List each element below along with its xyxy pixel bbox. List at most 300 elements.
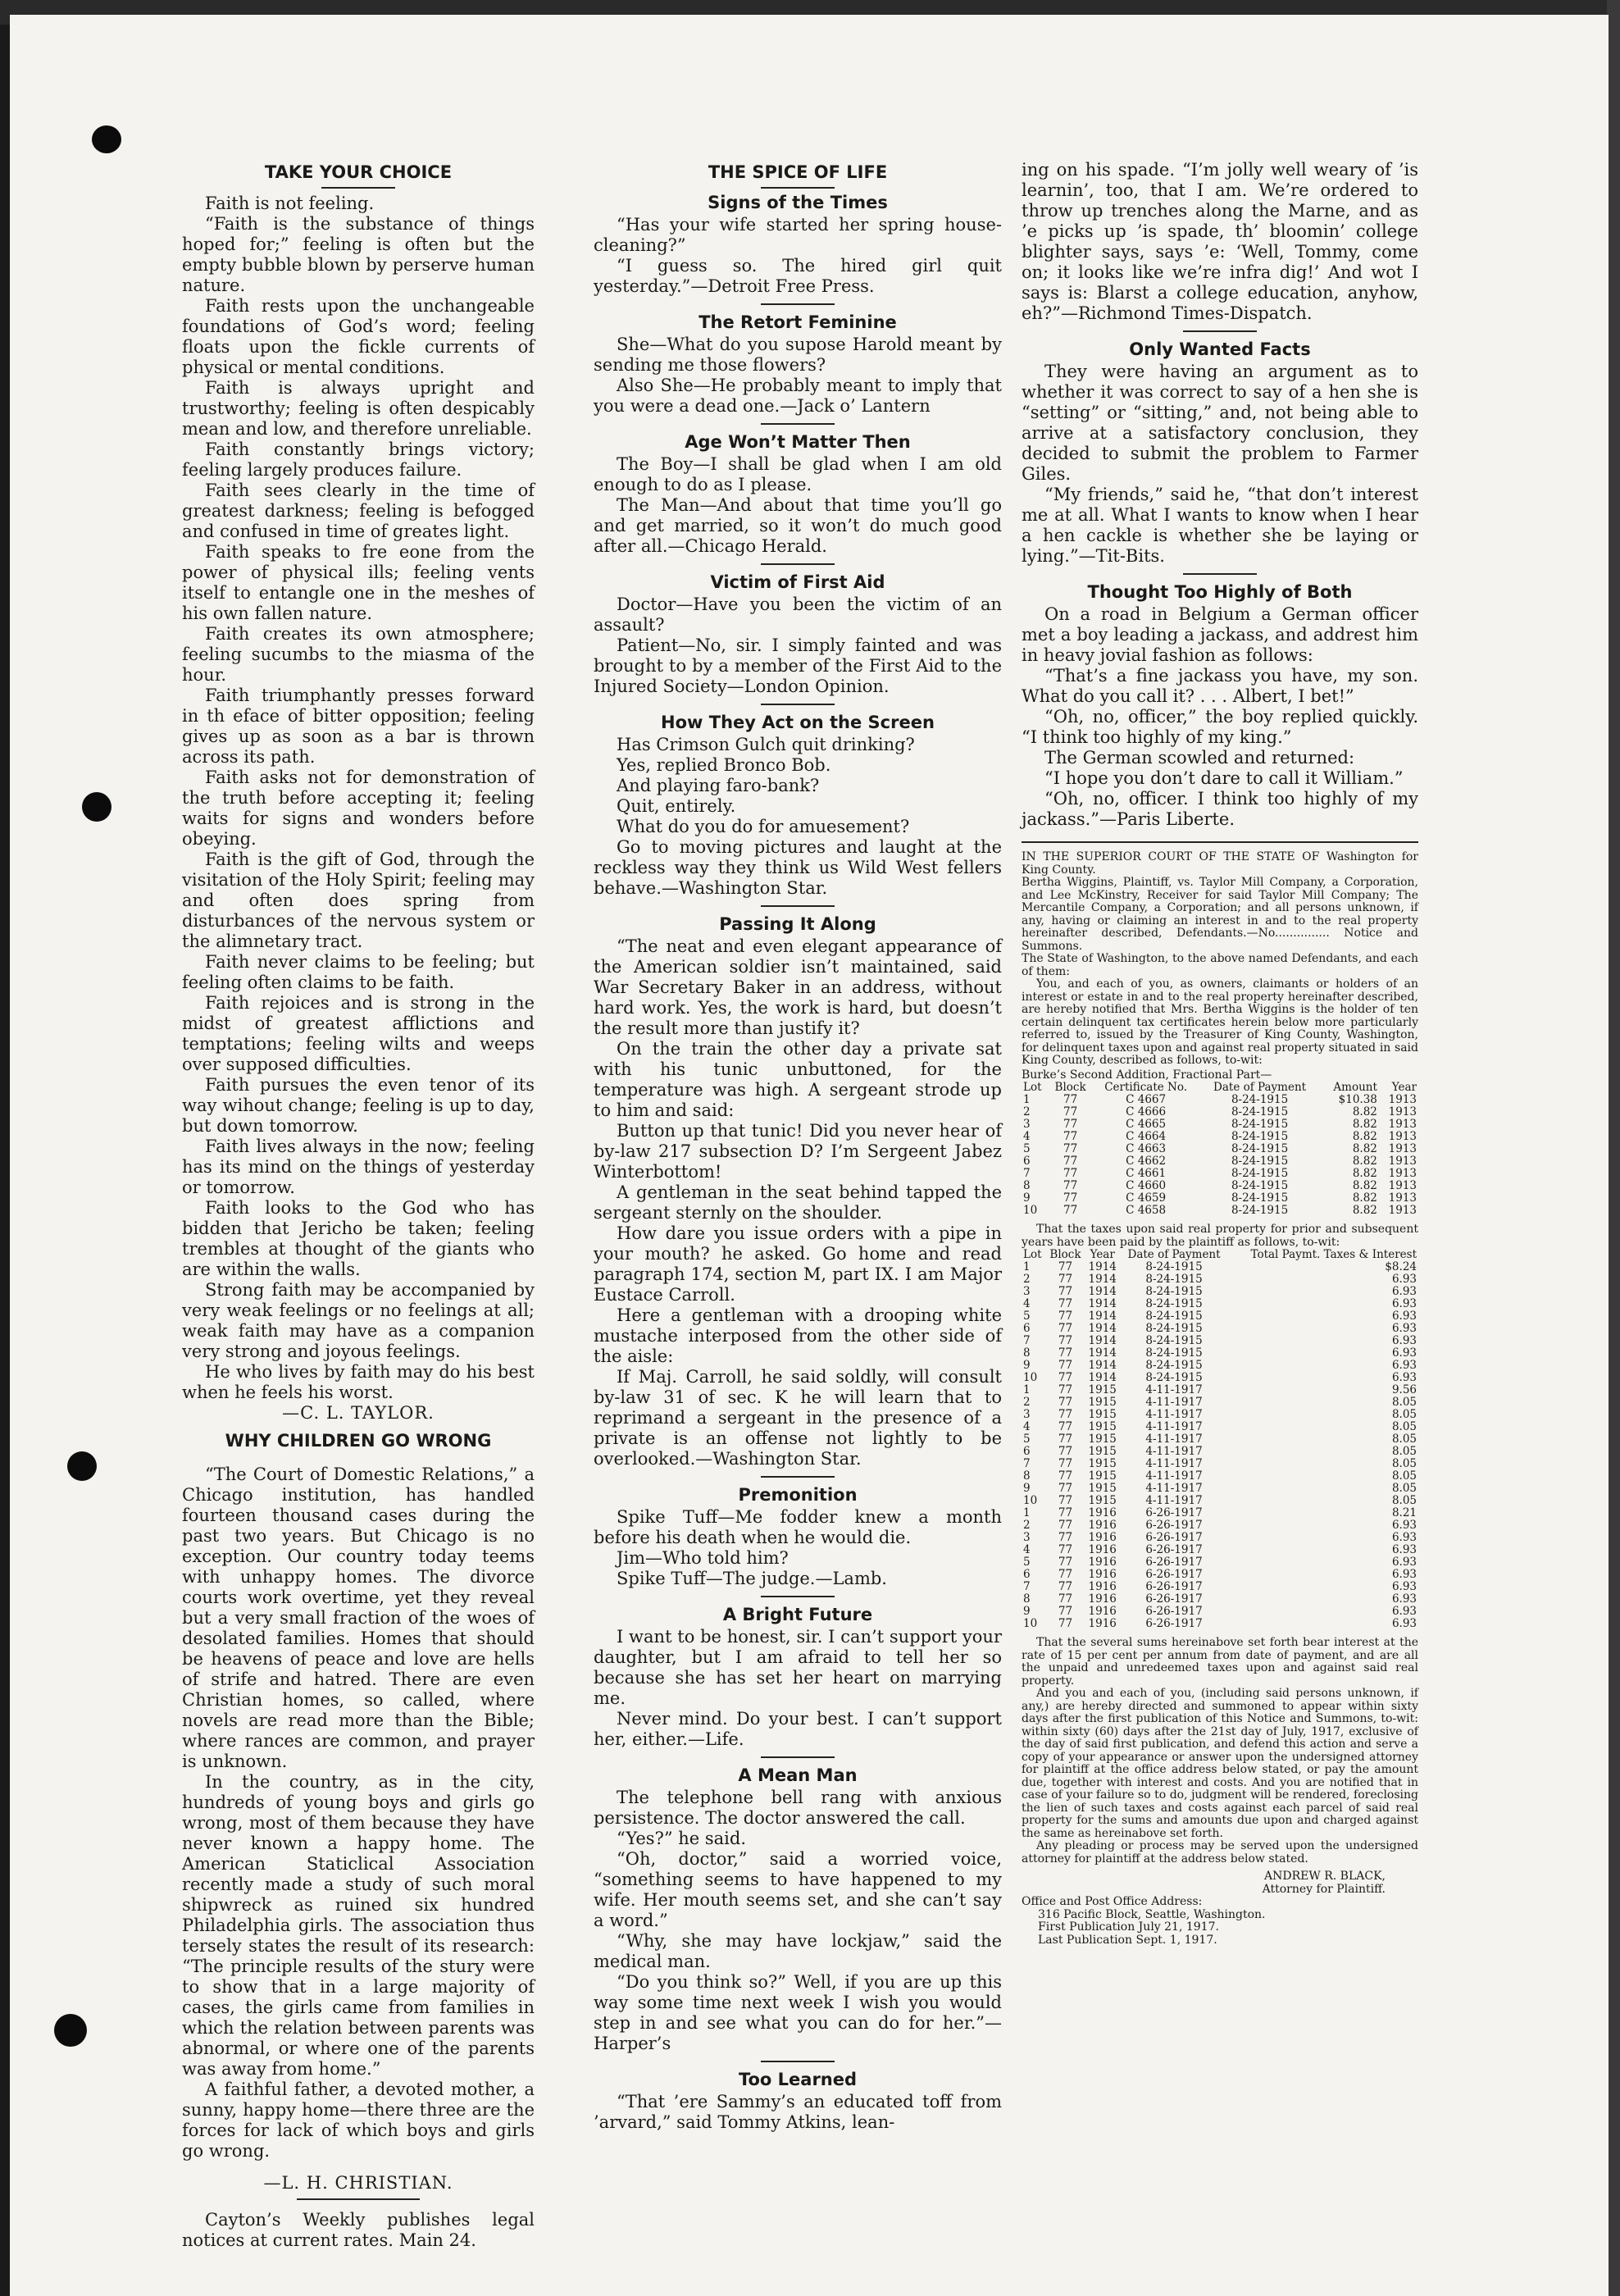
- table-cell: 77: [1063, 1179, 1078, 1192]
- joke-item: [594, 905, 1002, 1469]
- punch-hole: [67, 1451, 97, 1481]
- table-cell: 1916: [1088, 1580, 1117, 1593]
- separator-rule: [761, 1596, 835, 1597]
- table-cell: $8.24: [1385, 1260, 1417, 1273]
- table-row: [1022, 1118, 1418, 1131]
- table-cell: 8.05: [1391, 1420, 1417, 1433]
- table-row: [1022, 1396, 1418, 1409]
- table-cell: 8: [1023, 1592, 1031, 1606]
- column-header: Year: [1391, 1081, 1417, 1094]
- separator-rule: [761, 423, 835, 425]
- table-cell: 2: [1023, 1105, 1031, 1118]
- table-cell: 8-24-1915: [1231, 1191, 1289, 1205]
- table-cell: C 4666: [1126, 1105, 1167, 1118]
- paragraph: Go to moving pictures and laught at the reckless way they think us Wild West fellers behave.—Washington Star.: [594, 837, 1002, 898]
- table-cell: 9.56: [1391, 1383, 1417, 1396]
- table-cell: 77: [1058, 1334, 1073, 1347]
- paragraph: If Maj. Carroll, he said soldly, will consult by-law 31 of sec. K he will learn that to reprimand a sergeant in the presence of a private is an offense not lightly to be overlooked.—Washington Star.: [594, 1367, 1002, 1469]
- paragraph: Faith is not feeling.: [205, 194, 375, 213]
- section-rule: [297, 2198, 420, 2200]
- joke-item: [594, 190, 1002, 297]
- paragraph: On the train the other day a private sat with his tunic unbuttoned, for the temperature was high. A sergeant strode up to him and said:: [594, 1039, 1002, 1120]
- table-cell: 8-24-1915: [1145, 1273, 1203, 1286]
- paragraph: How dare you issue orders with a pipe in your mouth? he asked. Go home and read paragraph 174, section M, part IX. I am Major Eustace Carroll.: [594, 1223, 1002, 1305]
- table-cell: C 4667: [1126, 1093, 1167, 1106]
- joke-item: [594, 1476, 1002, 1589]
- table-cell: 1915: [1088, 1383, 1117, 1396]
- joke-heading: Only Wanted Facts: [1129, 339, 1311, 359]
- article-title: TAKE YOUR CHOICE: [264, 162, 453, 182]
- taxes-paid-text: That the taxes upon said real property for prior and subsequent years have been paid by the plaintiff as follows, to-wit:: [1022, 1223, 1418, 1249]
- table-row: [1022, 1532, 1418, 1544]
- table-cell: 77: [1058, 1346, 1073, 1360]
- joke-item: [594, 423, 1002, 557]
- table-row: [1022, 1569, 1418, 1581]
- column-take-your-choice: [182, 160, 535, 2251]
- table-cell: 77: [1063, 1191, 1078, 1205]
- table-cell: 6: [1023, 1568, 1031, 1581]
- table-cell: 1914: [1088, 1297, 1117, 1310]
- paragraph: That the several sums hereinabove set forth bear interest at the rate of 15 per cent per annum from date of payment, and are all the unpaid and unredeemed taxes upon and against said real property.: [1022, 1636, 1418, 1688]
- paragraph: Never mind. Do your best. I can’t support her, either.—Life.: [594, 1709, 1002, 1749]
- table-cell: 8-24-1915: [1145, 1285, 1203, 1298]
- table-cell: 1916: [1088, 1617, 1117, 1630]
- table-cell: 6.93: [1391, 1285, 1417, 1298]
- table-cell: 77: [1063, 1167, 1078, 1180]
- table-cell: 1: [1023, 1383, 1031, 1396]
- continued-text: ing on his spade. “I’m jolly well weary of ’is learnin’, too, that I am. We’re ordered to throw up trenches along the Marne, and as ’e picks up ’is spade, th’ bloomin’ college blighter says, says ’e: ‘Well, Tommy, come on; it looks like we’re infra dig!’ And wot I says is: Blarst a college education, anyhow, eh?”—Richmond Times-Dispatch.: [1022, 160, 1418, 323]
- table-cell: 1913: [1388, 1191, 1417, 1205]
- addition-name: Burke’s Second Addition, Fractional Part—: [1022, 1068, 1272, 1082]
- table-cell: 77: [1058, 1445, 1073, 1458]
- joke-item: [594, 303, 1002, 417]
- table-cell: 8.82: [1352, 1179, 1377, 1192]
- table-cell: 4-11-1917: [1145, 1396, 1203, 1409]
- paragraph: Faith looks to the God who has bidden that Jericho be taken; feeling trembles at thought of the giants who are within the walls.: [182, 1198, 535, 1279]
- table-cell: 6-26-1917: [1145, 1506, 1203, 1519]
- table-cell: 77: [1058, 1482, 1073, 1495]
- table-row: [1022, 1143, 1418, 1155]
- table-cell: 77: [1058, 1519, 1073, 1532]
- table-cell: 8.05: [1391, 1457, 1417, 1470]
- separator-rule: [761, 303, 835, 305]
- table-row: [1022, 1347, 1418, 1360]
- table-cell: 6: [1023, 1445, 1031, 1458]
- author-signature: —C. L. TAYLOR.: [282, 1403, 435, 1423]
- table-cell: 77: [1063, 1093, 1078, 1106]
- table-row: [1022, 1507, 1418, 1519]
- office-label: Office and Post Office Address:: [1022, 1895, 1203, 1908]
- paragraph: Faith triumphantly presses forward in th eface of bitter opposition; feeling gives up as soon as a bar is thrown across its path.: [182, 686, 535, 767]
- paragraph: Any pleading or process may be served upon the undersigned attorney for plaintiff at the address below stated.: [1022, 1839, 1418, 1866]
- table-row: [1022, 1310, 1418, 1323]
- table-cell: 8-24-1915: [1145, 1310, 1203, 1323]
- table-row: [1022, 1168, 1418, 1180]
- table-cell: 1916: [1088, 1519, 1117, 1532]
- joke-heading: The Retort Feminine: [699, 312, 897, 332]
- table-cell: 1913: [1388, 1130, 1417, 1143]
- table-cell: 9: [1023, 1359, 1031, 1372]
- separator-rule: [761, 563, 835, 565]
- joke-item: [1022, 573, 1418, 830]
- table-cell: 8-24-1915: [1145, 1346, 1203, 1360]
- table-cell: 6.93: [1391, 1531, 1417, 1544]
- table-cell: 4-11-1917: [1145, 1383, 1203, 1396]
- table-cell: 6.93: [1391, 1605, 1417, 1618]
- paragraph: What do you do for amuesement?: [617, 817, 910, 836]
- table-row: [1022, 1433, 1418, 1446]
- table-cell: 8.05: [1391, 1433, 1417, 1446]
- table-row: [1022, 1593, 1418, 1606]
- joke-item: [594, 1756, 1002, 2054]
- punch-hole: [54, 2014, 87, 2047]
- legal-rule: [1022, 841, 1418, 843]
- paragraph: “The neat and even elegant appearance of the American soldier isn’t maintained, said War Secretary Baker in an address, without hard work. Yes, the work is hard, but doesn’t the result more than justify it?: [594, 936, 1002, 1038]
- paragraph: Faith pursues the even tenor of its way wihout change; feeling is up to day, but down tomorrow.: [182, 1075, 535, 1136]
- table-cell: 1916: [1088, 1531, 1117, 1544]
- paragraph: “Oh, doctor,” said a worried voice, “something seems to have happened to my wife. Her mouth seems set, and she can’t say a word.”: [594, 1849, 1002, 1930]
- table-cell: 4-11-1917: [1145, 1445, 1203, 1458]
- table-cell: 8: [1023, 1179, 1031, 1192]
- table-cell: 7: [1023, 1580, 1031, 1593]
- table-cell: 6: [1023, 1155, 1031, 1168]
- table-row: [1022, 1323, 1418, 1335]
- table-cell: 77: [1063, 1142, 1078, 1155]
- column-header: Lot: [1023, 1081, 1042, 1094]
- table-cell: 5: [1023, 1142, 1031, 1155]
- table-cell: 1914: [1088, 1371, 1117, 1384]
- separator-rule: [761, 2061, 835, 2062]
- column-header: Total Paymt. Taxes & Interest: [1250, 1248, 1417, 1261]
- table-cell: 77: [1058, 1273, 1073, 1286]
- table-cell: 1914: [1088, 1359, 1117, 1372]
- table-cell: 7: [1023, 1167, 1031, 1180]
- table-cell: 1916: [1088, 1592, 1117, 1606]
- paragraph: “My friends,” said he, “that don’t interest me at all. What I wants to know when I hear a hen cackle is whether she be laying or lying.”—Tit-Bits.: [1022, 485, 1418, 566]
- table-cell: 1914: [1088, 1322, 1117, 1335]
- table-cell: 77: [1058, 1383, 1073, 1396]
- table-cell: 9: [1023, 1482, 1031, 1495]
- joke-heading: A Mean Man: [738, 1765, 858, 1785]
- table-cell: 1: [1023, 1093, 1031, 1106]
- table-cell: 8-24-1915: [1231, 1142, 1289, 1155]
- table-cell: 8.05: [1391, 1408, 1417, 1421]
- table-cell: 6.93: [1391, 1568, 1417, 1581]
- table-row: [1022, 1544, 1418, 1556]
- paragraph: Strong faith may be accompanied by very weak feelings or no feelings at all; weak faith may have as a companion very strong and joyous feelings.: [182, 1280, 535, 1361]
- table-cell: 1916: [1088, 1556, 1117, 1569]
- table-cell: 8: [1023, 1469, 1031, 1483]
- table-cell: C 4659: [1126, 1191, 1167, 1205]
- separator-rule: [1183, 330, 1257, 332]
- paragraph: “Oh, no, officer. I think too highly of my jackass.”—Paris Liberte.: [1022, 789, 1418, 829]
- separator-rule: [761, 1476, 835, 1478]
- paragraph: Faith rejoices and is strong in the midst of greatest afflictions and temptations; feeling wilts and weeps over supposed difficulties.: [182, 993, 535, 1074]
- table-cell: 77: [1058, 1580, 1073, 1593]
- table-cell: 77: [1058, 1556, 1073, 1569]
- table-cell: 1914: [1088, 1310, 1117, 1323]
- table-row: [1022, 1384, 1418, 1396]
- table-cell: 6.93: [1391, 1371, 1417, 1384]
- scan-right-edge: [1607, 0, 1620, 2296]
- paragraph: Faith speaks to fre eone from the power of physical ills; feeling vents itself to entangle one in the meshes of his own fallen nature.: [182, 542, 535, 623]
- table-cell: C 4661: [1126, 1167, 1167, 1180]
- parties: Bertha Wiggins, Plaintiff, vs. Taylor Mill Company, a Corporation, and Lee McKinstry, Receiver for said Taylor Mill Company; The Mercantile Company, a Corporation; and all persons unknown, if any, having or claiming an interest in and to the real property hereinafter described, Defendants.—No............... Notice and Summons.: [1022, 876, 1418, 953]
- table-cell: 2: [1023, 1519, 1031, 1532]
- table-cell: 8.82: [1352, 1130, 1377, 1143]
- table-row: [1022, 1286, 1418, 1298]
- table-cell: 77: [1063, 1155, 1078, 1168]
- table-cell: 77: [1063, 1118, 1078, 1131]
- joke-heading: Victim of First Aid: [710, 572, 885, 592]
- table-cell: 8.05: [1391, 1494, 1417, 1507]
- paragraph: The telephone bell rang with anxious persistence. The doctor answered the call.: [594, 1788, 1002, 1828]
- title-rule: [321, 187, 395, 189]
- payments-table: [1022, 1249, 1418, 1630]
- column-spice-of-life: [594, 160, 1002, 2133]
- table-cell: C 4665: [1126, 1118, 1167, 1131]
- paragraph: “Oh, no, officer,” the boy replied quickly. “I think too highly of my king.”: [1022, 707, 1418, 747]
- table-cell: 8: [1023, 1346, 1031, 1360]
- table-cell: 1916: [1088, 1605, 1117, 1618]
- table-cell: 10: [1023, 1617, 1038, 1630]
- paragraph: A faithful father, a devoted mother, a sunny, happy home—there three are the forces for lack of which boys and girls go wrong.: [182, 2080, 535, 2161]
- table-cell: 4-11-1917: [1145, 1457, 1203, 1470]
- table-row: [1022, 1519, 1418, 1532]
- table-cell: 1914: [1088, 1285, 1117, 1298]
- table-cell: 8.05: [1391, 1469, 1417, 1483]
- table-cell: 1914: [1088, 1273, 1117, 1286]
- paragraph: Faith rests upon the unchangeable foundations of God’s word; feeling floats upon the fickle currents of physical or mental conditions.: [182, 296, 535, 377]
- table-cell: 1914: [1088, 1334, 1117, 1347]
- paragraph: And you and each of you, (including said persons unknown, if any,) are hereby directed and summoned to appear within sixty days after the first publication of this Notice and Summons, to-wit: within sixty (60) days after the 21st day of July, 1917, exclusive of the day of said first publication, and defend this action and serve a copy of your appearance or answer upon the undersigned attorney for plaintiff at the office address below stated, or pay the amount due, together with interest and costs. And you are notified that in case of your failure so to do, judgment will be rendered, foreclosing the lien of such taxes and costs against each parcel of said real property for the sums and amounts due upon and charged against the same as hereinabove set forth.: [1022, 1687, 1418, 1840]
- table-cell: 77: [1058, 1371, 1073, 1384]
- table-cell: 77: [1058, 1469, 1073, 1483]
- table-row: [1022, 1192, 1418, 1205]
- table-cell: 4-11-1917: [1145, 1408, 1203, 1421]
- punch-hole: [82, 792, 111, 822]
- table-row: [1022, 1458, 1418, 1470]
- table-cell: 1913: [1388, 1142, 1417, 1155]
- separator-rule: [761, 1756, 835, 1758]
- table-cell: 8-24-1915: [1145, 1334, 1203, 1347]
- table-cell: 77: [1058, 1494, 1073, 1507]
- table-cell: 8.82: [1352, 1191, 1377, 1205]
- joke-heading: Signs of the Times: [708, 193, 888, 212]
- table-row: [1022, 1094, 1418, 1106]
- article-title: WHY CHILDREN GO WRONG: [225, 1431, 492, 1451]
- table-cell: 77: [1058, 1359, 1073, 1372]
- separator-rule: [761, 905, 835, 907]
- table-cell: 6-26-1917: [1145, 1519, 1203, 1532]
- paragraph: Button up that tunic! Did you never hear of by-law 217 subsection D? I’m Sergeent Jabez Winterbottom!: [594, 1121, 1002, 1182]
- table-cell: 6.93: [1391, 1310, 1417, 1323]
- article-body: [182, 194, 535, 1403]
- joke-item: [1022, 330, 1418, 567]
- table-row: [1022, 1409, 1418, 1421]
- summons-text: [1022, 1637, 1418, 1866]
- table-row: [1022, 1205, 1418, 1217]
- paragraph: He who lives by faith may do his best when he feels his worst.: [182, 1362, 535, 1402]
- table-cell: 1913: [1388, 1155, 1417, 1168]
- table-cell: C 4664: [1126, 1130, 1167, 1143]
- table-row: [1022, 1261, 1418, 1273]
- table-cell: 77: [1058, 1260, 1073, 1273]
- table-cell: 4-11-1917: [1145, 1494, 1203, 1507]
- table-cell: 3: [1023, 1118, 1031, 1131]
- table-cell: 6-26-1917: [1145, 1617, 1203, 1630]
- paragraph: Faith is the gift of God, through the visitation of the Holy Spirit; feeling may and often does spring from disturbances of the nervous system or the alimnetary tract.: [182, 850, 535, 951]
- paragraph: Faith sees clearly in the time of greatest darkness; feeling is befogged and confused in time of greates light.: [182, 481, 535, 541]
- table-cell: 1916: [1088, 1568, 1117, 1581]
- table-cell: 8.05: [1391, 1482, 1417, 1495]
- paragraph: Faith never claims to be feeling; but feeling often claims to be faith.: [182, 952, 535, 992]
- paragraph: “Yes?” he said.: [617, 1829, 746, 1848]
- table-cell: 3: [1023, 1408, 1031, 1421]
- table-cell: 6-26-1917: [1145, 1580, 1203, 1593]
- table-cell: 5: [1023, 1433, 1031, 1446]
- table-cell: 77: [1058, 1605, 1073, 1618]
- paragraph: On a road in Belgium a German officer met a boy leading a jackass, and addrest him in heavy jovial fashion as follows:: [1022, 604, 1418, 665]
- legal-notice-ad: Cayton’s Weekly publishes legal notices at current rates. Main 24.: [182, 2210, 535, 2250]
- table-cell: 4-11-1917: [1145, 1482, 1203, 1495]
- table-cell: 6-26-1917: [1145, 1543, 1203, 1556]
- table-cell: 7: [1023, 1334, 1031, 1347]
- table-cell: 10: [1023, 1494, 1038, 1507]
- certificates-table: [1022, 1082, 1418, 1217]
- paragraph: “Why, she may have lockjaw,” said the medical man.: [594, 1931, 1002, 1971]
- paragraph: Has Crimson Gulch quit drinking?: [617, 735, 915, 754]
- table-cell: 1914: [1088, 1346, 1117, 1360]
- table-cell: 1914: [1088, 1260, 1117, 1273]
- table-cell: 8.82: [1352, 1204, 1377, 1217]
- table-cell: 8-24-1915: [1145, 1297, 1203, 1310]
- paragraph: Faith constantly brings victory; feeling largely produces failure.: [182, 440, 535, 480]
- table-cell: 6.93: [1391, 1359, 1417, 1372]
- table-cell: 6.93: [1391, 1617, 1417, 1630]
- table-row: [1022, 1273, 1418, 1286]
- table-cell: 8.82: [1352, 1155, 1377, 1168]
- attorney-name: ANDREW R. BLACK,: [1264, 1870, 1386, 1883]
- table-cell: 6.93: [1391, 1334, 1417, 1347]
- paragraph: “That ’ere Sammy’s an educated toff from ’arvard,” said Tommy Atkins, lean-: [594, 2092, 1002, 2132]
- article-body: [182, 1465, 535, 2162]
- joke-heading: A Bright Future: [722, 1605, 873, 1624]
- table-cell: 1913: [1388, 1167, 1417, 1180]
- joke-heading: Passing It Along: [719, 914, 876, 934]
- column-header: Certificate No.: [1104, 1081, 1188, 1094]
- table-cell: 8-24-1915: [1145, 1322, 1203, 1335]
- table-cell: 1913: [1388, 1118, 1417, 1131]
- table-row: [1022, 1618, 1418, 1630]
- table-row: [1022, 1495, 1418, 1507]
- table-cell: 8-24-1915: [1145, 1359, 1203, 1372]
- table-cell: 77: [1058, 1543, 1073, 1556]
- table-cell: 77: [1058, 1322, 1073, 1335]
- table-row: [1022, 1106, 1418, 1118]
- table-cell: $10.38: [1338, 1093, 1377, 1106]
- table-cell: 6-26-1917: [1145, 1568, 1203, 1581]
- table-row: [1022, 1581, 1418, 1593]
- notice-body: You, and each of you, as owners, claimants or holders of an interest or estate in and to the real property hereinafter described, are hereby notified that Mrs. Bertha Wiggins is the holder of ten certain delinquent tax certificates herein below more particularly referred to, issued by the Treasurer of King County, Washington, for delinquent taxes upon and against real property situated in said King County, described as follows, to-wit:: [1022, 977, 1418, 1067]
- paragraph: The German scowled and returned:: [1044, 748, 1355, 768]
- title-rule: [761, 187, 835, 189]
- table-cell: 5: [1023, 1556, 1031, 1569]
- table-row: [1022, 1155, 1418, 1168]
- table-cell: 4: [1023, 1420, 1031, 1433]
- table-cell: 1915: [1088, 1396, 1117, 1409]
- table-cell: 3: [1023, 1285, 1031, 1298]
- paragraph: “The Court of Domestic Relations,” a Chicago institution, has handled fourteen thousand cases during the past two years. But Chicago is no exception. Our country today teems with unhappy homes. The divorce courts work overtime, yet they reveal but a very small fraction of the woes of desolated families. Homes that should be heavens of peace and love are hells of strife and hatred. There are even Christian homes, so called, where novels are read more than the Bible; where rances are common, and prayer is unknown.: [182, 1465, 535, 1771]
- table-cell: C 4660: [1126, 1179, 1167, 1192]
- table-cell: 6-26-1917: [1145, 1556, 1203, 1569]
- table-cell: 8-24-1915: [1145, 1260, 1203, 1273]
- table-cell: 77: [1058, 1457, 1073, 1470]
- table-row: [1022, 1446, 1418, 1458]
- table-cell: 1915: [1088, 1469, 1117, 1483]
- table-cell: 8-24-1915: [1231, 1093, 1289, 1106]
- column-right: [1022, 160, 1418, 1947]
- table-row: [1022, 1360, 1418, 1372]
- table-cell: 77: [1058, 1310, 1073, 1323]
- court-heading: IN THE SUPERIOR COURT OF THE STATE OF Washington for King County.: [1022, 850, 1418, 877]
- table-cell: 8.21: [1391, 1506, 1417, 1519]
- table-cell: 6-26-1917: [1145, 1605, 1203, 1618]
- table-cell: 77: [1058, 1297, 1073, 1310]
- table-cell: 1915: [1088, 1482, 1117, 1495]
- table-row: [1022, 1298, 1418, 1310]
- table-cell: 4-11-1917: [1145, 1433, 1203, 1446]
- table-row: [1022, 1335, 1418, 1347]
- table-cell: 77: [1058, 1396, 1073, 1409]
- legal-summons: [1022, 851, 1418, 1947]
- paragraph: I want to be honest, sir. I can’t support your daughter, but I am afraid to tell her so because she has set her heart on marrying me.: [594, 1627, 1002, 1708]
- table-cell: 6.93: [1391, 1346, 1417, 1360]
- table-cell: 4-11-1917: [1145, 1420, 1203, 1433]
- table-cell: 8-24-1915: [1231, 1167, 1289, 1180]
- table-cell: 8.82: [1352, 1142, 1377, 1155]
- paragraph: Yes, replied Bronco Bob.: [617, 755, 831, 775]
- column-header: Block: [1054, 1081, 1086, 1094]
- table-cell: 1915: [1088, 1408, 1117, 1421]
- table-cell: 8-24-1915: [1231, 1105, 1289, 1118]
- table-cell: 1913: [1388, 1179, 1417, 1192]
- paragraph: Patient—No, sir. I simply fainted and was brought to by a member of the First Aid to the Injured Society—London Opinion.: [594, 636, 1002, 696]
- table-cell: 8.05: [1391, 1396, 1417, 1409]
- table-cell: 8.82: [1352, 1167, 1377, 1180]
- joke-heading: Thought Too Highly of Both: [1087, 582, 1353, 602]
- punch-hole: [92, 125, 121, 153]
- table-cell: 1: [1023, 1260, 1031, 1273]
- last-publication: Last Publication Sept. 1, 1917.: [1038, 1933, 1217, 1947]
- joke-heading: Age Won’t Matter Then: [685, 432, 911, 452]
- paragraph: Spike Tuff—Me fodder knew a month before his death when he would die.: [594, 1507, 1002, 1547]
- table-cell: 1915: [1088, 1420, 1117, 1433]
- table-row: [1022, 1470, 1418, 1483]
- table-cell: 10: [1023, 1204, 1038, 1217]
- table-cell: 7: [1023, 1457, 1031, 1470]
- table-cell: 4-11-1917: [1145, 1469, 1203, 1483]
- table-cell: 8-24-1915: [1231, 1155, 1289, 1168]
- joke-item: [594, 1596, 1002, 1750]
- table-cell: 4: [1023, 1130, 1031, 1143]
- table-cell: 77: [1058, 1617, 1073, 1630]
- table-cell: 8-24-1915: [1145, 1371, 1203, 1384]
- table-cell: 10: [1023, 1371, 1038, 1384]
- table-cell: 1915: [1088, 1494, 1117, 1507]
- joke-item: [594, 563, 1002, 697]
- column-header: Block: [1049, 1248, 1081, 1261]
